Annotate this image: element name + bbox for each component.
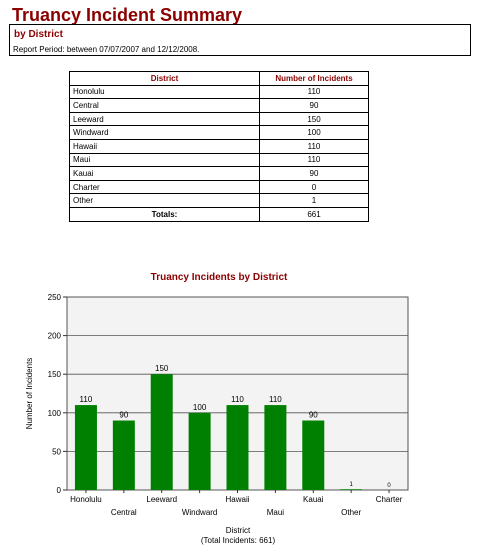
bar-value-label: 110 — [231, 395, 244, 405]
district-cell: Other — [70, 194, 260, 208]
x-tick-label: Kauai — [303, 495, 324, 504]
totals-label: Totals: — [70, 207, 260, 221]
count-cell: 110 — [260, 153, 369, 167]
report-period-text: between 07/07/2007 and 12/12/2008. — [66, 45, 200, 54]
bar-kauai — [302, 421, 324, 490]
y-tick-label: 50 — [52, 447, 61, 457]
count-cell: 90 — [260, 167, 369, 181]
y-tick-label: 250 — [47, 293, 61, 302]
y-tick-label: 200 — [47, 331, 61, 341]
count-cell: 90 — [260, 99, 369, 113]
bar-hawaii — [227, 405, 249, 490]
report-period-label: Report Period: — [13, 45, 65, 54]
bar-honolulu — [75, 405, 97, 490]
district-cell: Kauai — [70, 167, 260, 181]
bar-value-label: 90 — [308, 410, 318, 420]
district-cell: Maui — [70, 153, 260, 167]
count-cell: 150 — [260, 112, 369, 126]
bar-leeward — [151, 374, 173, 490]
x-tick-label: Windward — [181, 508, 218, 517]
x-axis-sublabel: (Total Incidents: 661) — [200, 536, 276, 545]
district-cell: Hawaii — [70, 139, 260, 153]
district-cell: Central — [70, 99, 260, 113]
bar-value-label: 110 — [79, 395, 93, 405]
y-tick-label: 100 — [47, 408, 61, 418]
x-axis-label: District — [225, 526, 251, 535]
bar-value-label: 150 — [155, 364, 169, 374]
bar-value-label: 0 — [387, 483, 391, 489]
bar-value-label: 1 — [349, 482, 353, 489]
chart-title: Truancy Incidents by District — [150, 272, 288, 283]
totals-value: 661 — [260, 207, 369, 221]
district-cell: Honolulu — [70, 85, 260, 99]
column-header-count: Number of Incidents — [260, 72, 369, 86]
bar-value-label: 100 — [192, 402, 207, 412]
x-tick-label: Maui — [266, 508, 285, 517]
count-cell: 110 — [260, 139, 369, 153]
count-cell: 100 — [260, 126, 369, 140]
report-title: Truancy Incident Summary — [12, 5, 243, 25]
x-tick-label: Honolulu — [70, 495, 102, 504]
bar-maui — [264, 405, 286, 490]
y-tick-label: 150 — [47, 370, 61, 380]
count-cell: 110 — [260, 85, 369, 99]
x-tick-label: Central — [110, 508, 137, 517]
report-subtitle: by District — [14, 29, 63, 40]
count-cell: 1 — [260, 194, 369, 208]
district-cell: Windward — [70, 126, 260, 140]
bar-other — [340, 489, 362, 490]
bar-value-label: 90 — [119, 410, 129, 420]
y-tick-label: 0 — [56, 486, 61, 495]
x-tick-label: Charter — [375, 495, 403, 504]
district-cell: Leeward — [70, 112, 260, 126]
column-header-district: District — [70, 72, 260, 86]
x-tick-label: Leeward — [146, 495, 178, 504]
x-tick-label: Other — [341, 508, 362, 517]
count-cell: 0 — [260, 180, 369, 194]
y-axis-label: Number of Incidents — [25, 357, 34, 430]
bar-central — [113, 421, 135, 490]
bar-windward — [189, 413, 211, 490]
x-tick-label: Hawaii — [225, 495, 250, 504]
bar-value-label: 110 — [269, 395, 282, 405]
district-cell: Charter — [70, 180, 260, 194]
